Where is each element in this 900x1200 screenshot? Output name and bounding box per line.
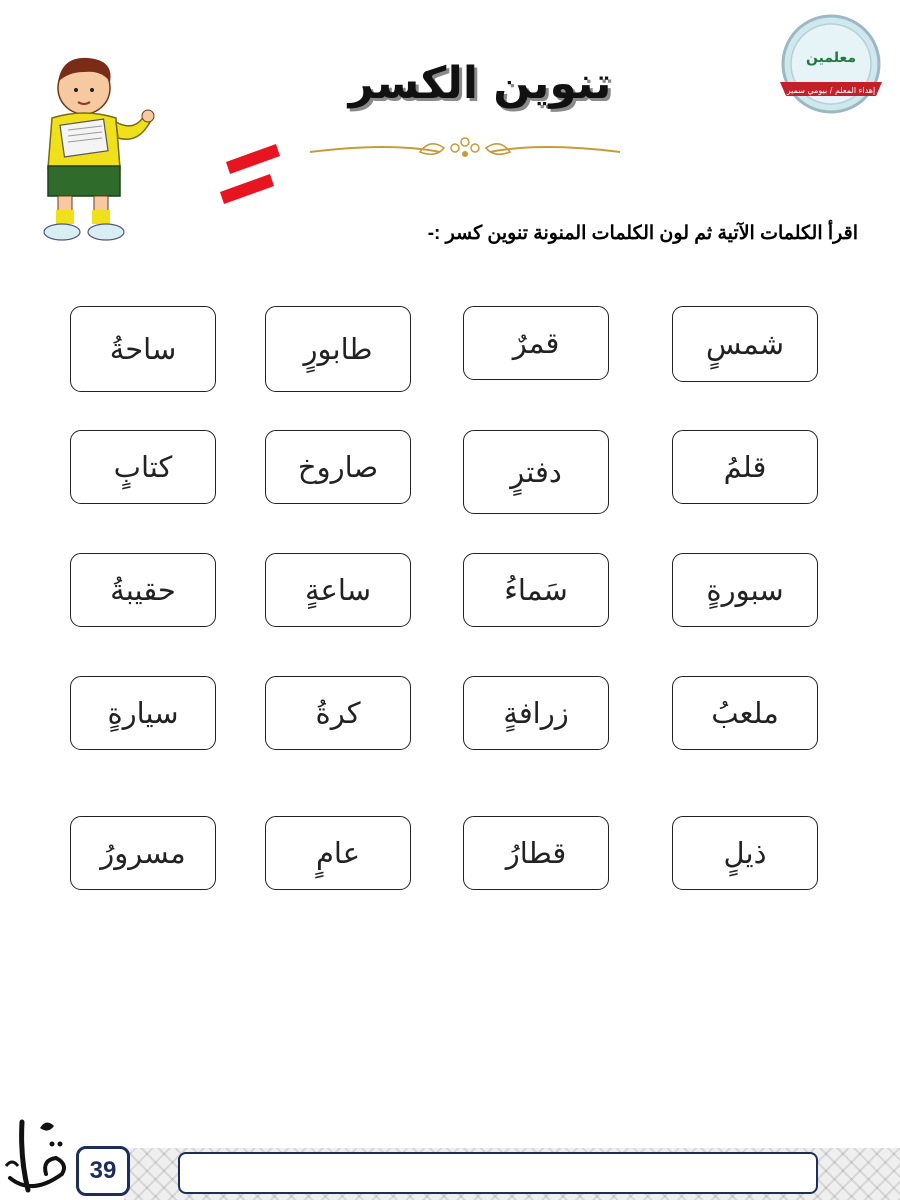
svg-text:إهداء المعلم / بيومي سمير: إهداء المعلم / بيومي سمير — [786, 86, 876, 95]
word-box[interactable]: ساحةُ — [70, 306, 216, 392]
word-box[interactable]: كرةُ — [265, 676, 411, 750]
word-box[interactable]: طابورٍ — [265, 306, 411, 392]
word-box[interactable]: دفترٍ — [463, 430, 609, 514]
word-box[interactable]: قلمُ — [672, 430, 818, 504]
word-box[interactable]: قمرٌ — [463, 306, 609, 380]
word-box[interactable]: سيارةٍ — [70, 676, 216, 750]
word-box[interactable]: سَماءُ — [463, 553, 609, 627]
boy-reading-illustration — [22, 52, 162, 244]
word-box[interactable]: سبورةٍ — [672, 553, 818, 627]
kasratan-mark-icon — [218, 140, 282, 210]
word-box[interactable]: حقيبةُ — [70, 553, 216, 627]
page-number-badge: 39 — [76, 1146, 130, 1196]
word-box[interactable]: ساعةٍ — [265, 553, 411, 627]
word-box[interactable]: صاروخ — [265, 430, 411, 504]
word-box[interactable]: شمسٍ — [672, 306, 818, 382]
svg-text:معلمين: معلمين — [806, 50, 856, 66]
word-box[interactable]: زرافةٍ — [463, 676, 609, 750]
word-box[interactable]: عامٍ — [265, 816, 411, 890]
page-title: تنوين الكسر — [348, 58, 612, 109]
word-box[interactable]: مسرورُ — [70, 816, 216, 890]
word-box[interactable]: قطارُ — [463, 816, 609, 890]
ornament-divider — [310, 128, 620, 170]
word-box[interactable]: ذيلٍ — [672, 816, 818, 890]
teachers-logo-seal — [772, 12, 890, 120]
word-box[interactable]: كتابٍ — [70, 430, 216, 504]
iqra-calligraphy-icon — [2, 1108, 74, 1200]
footer-name-field[interactable] — [178, 1152, 818, 1194]
word-box[interactable]: ملعبُ — [672, 676, 818, 750]
instruction-text: اقرأ الكلمات الآتية ثم لون الكلمات المنونة تنوين كسر :- — [427, 223, 858, 244]
